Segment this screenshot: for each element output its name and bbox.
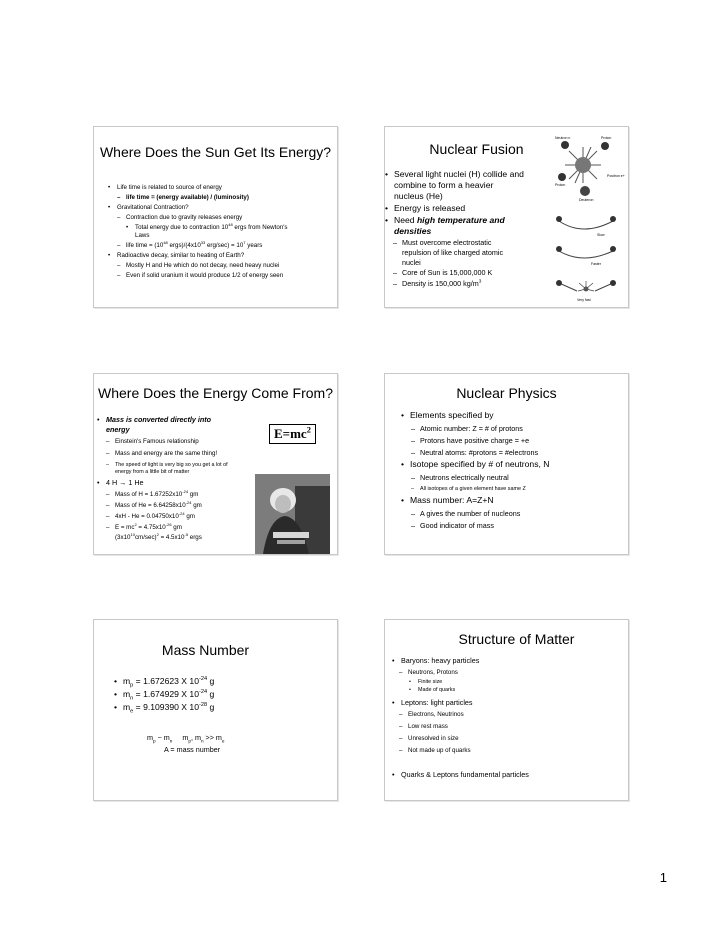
bullet-text: Radioactive decay, similar to heating of Earth? [117,252,245,259]
bullet-text: Unresolved in size [408,735,459,742]
bullet: – $E = mc^2 = 4.75x10^{-26}$ gm [106,521,182,531]
fig-label: Proton [601,136,612,140]
bullet-text: ergs from Newton's [232,224,288,231]
relation-part: ~ m [155,733,170,742]
bullet-text: g [207,689,215,699]
bullet: • Leptons: light particles [392,698,473,707]
bullet-text: = 4.75x10 [136,524,166,531]
slide-title: Where Does the Energy Come From? [98,385,333,401]
exponent: 3 [478,278,482,284]
bullet-continuation [394,227,431,237]
bullet-emphasis: Mass is converted directly into [106,415,212,424]
slide-mass-number [93,619,338,801]
bullet-text: life time = (energy available) / (luminosity) [126,194,249,201]
subscript: n [130,695,134,702]
slide-title: Nuclear Physics [456,385,557,401]
subscript: p [153,738,156,744]
exponent: 10 [130,531,135,537]
bullet: – Mass of $He = 6.64258x10^{-24}$ gm [106,499,202,509]
bullet: – Unresolved in size [399,735,459,742]
bullet-text: All isotopes of a given element have same Z [420,486,526,492]
bullet: • Gravitational Contraction? [108,204,189,211]
slide-title: Nuclear Fusion [429,141,524,157]
bullet: • Mass number: A=Z+N [401,495,494,505]
bullet-emphasis: energy [106,425,130,434]
bullet-text: m [123,702,131,712]
bullet-text: 4 H → 1 He [106,478,144,487]
bullet: – Good indicator of mass [411,521,494,530]
slide-structure-of-matter [384,619,629,801]
exponent: 2 [306,424,311,435]
bullet-text: gm [184,513,195,520]
bullet-text: Neutral atoms: #protons = #electrons [420,448,539,457]
bullet: – Einstein's Famous relationship [106,438,199,445]
exponent: 2 [156,531,159,537]
bullet-continuation [135,231,149,241]
bullet-text: Atomic number: Z = # of protons [420,424,523,433]
fig-label: Very fast [577,298,591,302]
bullet-text: g [207,676,215,686]
subscript: e [221,738,225,744]
bullet: • Mass is converted directly into [97,415,212,424]
bullet: • 4 H → 1 He [97,478,144,487]
bullet: • Baryons: heavy particles [392,656,480,665]
bullet: – All isotopes of a given element have same Z [411,486,526,492]
definition-text [164,745,220,755]
slide-sun-energy [93,126,338,308]
fig-label: Positron e+ [607,174,625,178]
slide-nuclear-physics [384,373,629,555]
exponent: -28 [199,702,208,709]
exponent: 48 [163,239,168,245]
bullet: – Mass of $H = 1.67252x10^{-24}$ gm [106,488,199,498]
bullet-text: Baryons: heavy particles [401,656,480,665]
bullet-text: The speed of light is very big so you get a lot of [115,462,228,468]
bullet-text: ergs [188,534,202,541]
relation-part: >> m [203,733,222,742]
bullet: – Contraction due to gravity releases energy [117,214,243,221]
exponent: -24 [199,676,208,683]
bullet: • Energy is released [385,203,466,213]
page-number: 1 [659,870,667,885]
bullet-text: energy from a little bit of matter [115,469,190,475]
fig-label: Proton [555,183,566,187]
bullet-text: Not made up of quarks [408,747,471,754]
bullet-text: Isotope specified by # of neutrons, N [410,459,550,469]
exponent: -24 [182,488,189,494]
bullet-continuation [115,533,202,543]
bullet: • Made of quarks [409,687,456,693]
bullet: • Elements specified by [401,410,494,420]
exponent: -24 [178,510,185,516]
fusion-diagram [553,133,623,305]
bullet: – Core of Sun is 15,000,000 K [393,268,493,277]
fig-label: Neutron n [555,136,571,140]
bullet-text: Life time is related to source of energy [117,184,222,191]
emc2-formula-box [269,424,316,444]
bullet-text: Mass of He = 6.64258x10 [115,502,186,509]
bullet-continuation [106,425,130,435]
bullet-text: = 4.5x10 [158,534,185,541]
exponent: -24 [199,689,208,696]
subscript: p [130,682,134,689]
bullet-text: nuclei [402,258,421,267]
bullet: – Neutrons, Protons [399,669,458,676]
bullet-text: gm [188,491,199,498]
bullet-text: Quarks & Leptons fundamental particles [401,770,529,779]
bullet-text: Energy is released [394,203,466,213]
bullet: – Electrons, Neutrinos [399,711,464,718]
bullet-text: = 1.672623 X 10 [133,676,199,686]
bullet: – Not made up of quarks [399,747,471,754]
bullet: – Atomic number: Z = # of protons [411,424,523,433]
bullet: – Neutrons electrically neutral [411,473,509,482]
bullet: • Radioactive decay, similar to heating of Earth? [108,252,245,259]
bullet: – Even if solid uranium it would produce 1/2 of energy seen [117,272,284,279]
bullet-text: m [123,689,131,699]
bullet-text: Even if solid uranium it would produce 1/2 of energy seen [126,272,284,279]
bullet: – The speed of light is very big so you get a lot of [106,462,228,468]
bullet: – life time = (energy available) / (luminosity) [117,194,249,201]
bullet: • Finite size [409,679,443,685]
bullet-continuation [394,192,443,202]
relation-text [147,733,225,743]
bullet-emphasis: densities [394,226,432,236]
bullet-text: Mostly H and He which do not decay, need heavy nuclei [126,262,280,269]
bullet-text: Einstein's Famous relationship [115,438,199,445]
bullet-text: (3x10 [115,534,131,541]
subscript: n [200,738,204,744]
fig-label: Slow [597,233,605,237]
relation-part: , m [190,733,201,742]
bullet-text: Gravitational Contraction? [117,204,189,211]
bullet-text: Neutrons electrically neutral [420,473,509,482]
bullet: – Mostly H and He which do not decay, need heavy nuclei [117,262,280,269]
bullet-text: life time = (10 [126,242,164,249]
bullet-text: Mass and energy are the same thing! [115,450,218,457]
bullet-text: Made of quarks [418,687,456,693]
slide-energy-source [93,373,338,555]
bullet-text: Protons have positive charge = +e [420,436,530,445]
bullet-text: Elements specified by [410,410,494,420]
slide-nuclear-fusion [384,126,629,308]
bullet-text: repulsion of like charged atomic [402,248,504,257]
bullet-continuation [402,258,421,268]
bullet: • Life time is related to source of energy [108,184,222,191]
bullet: – Must overcome electrostatic [393,238,492,247]
bullet-text: 4xH - He = 0.04750x10 [115,513,179,520]
bullet: • Isotope specified by # of neutrons, N [401,459,550,469]
definition-part: A = mass number [164,745,221,754]
fig-label: Deuteron [579,198,594,202]
bullet-text: Must overcome electrostatic [402,238,492,247]
subscript: e [130,708,134,715]
bullet-text: A gives the number of nucleons [420,509,521,518]
bullet: – life time = ($10^{48}$ $ergs)/(4x10^{33}$ $erg/\sec) = 10^7$ years [117,239,263,249]
bullet: – A gives the number of nucleons [411,509,521,518]
bullet: – $4xH - He = 0.04750x10^{-24}$ gm [106,510,195,520]
bullet-text: = 1.674929 X 10 [133,689,199,699]
bullet-text: gm [191,502,202,509]
fusion-burst-icon [558,141,609,196]
bullet-text: m [123,676,131,686]
bullet: – Neutral atoms: #protons = #electrons [411,448,539,457]
bullet: • $m_p = 1.672623$ X $10^{-24}$ g [114,676,215,689]
bullet-text: Neutrons, Protons [408,669,458,676]
exponent: 33 [200,239,206,245]
bullet-text: Laws [135,232,150,239]
exponent: 48 [228,221,233,227]
slide-title: Mass Number [161,642,250,658]
bullet-continuation [394,181,493,191]
bullet-text: years [245,242,263,249]
exponent: 7 [243,239,246,245]
bullet-text: Mass number: A=Z+N [410,495,494,505]
fig-label: Faster [591,262,601,266]
exponent: 2 [134,521,137,527]
bullet-text: gm [171,524,182,531]
bullet-text: Several light nuclei (H) collide and [394,169,524,179]
bullet-text: Leptons: light particles [401,698,473,707]
exponent: -26 [165,521,172,527]
bullet-text: Electrons, Neutrinos [408,711,464,718]
subscript: n [169,738,173,744]
bullet-text: Good indicator of mass [420,521,494,530]
bullet-text: ergs)/(4x10 [167,242,201,249]
bullet-text: Total energy due to contraction 10 [135,224,229,231]
bullet: • $m_n = 1.674929$ X $10^{-24}$ g [114,689,215,702]
bullet-continuation [402,248,503,258]
bullet: • Total energy due to contraction $10^{48}$ ergs from Newton's [126,221,288,231]
bullet: • Several light nuclei (H) collide and [385,169,524,179]
bullet: – Protons have positive charge = +e [411,436,530,445]
bullet-text: E = mc [115,524,135,531]
bullet-continuation [115,468,189,478]
exponent: -24 [185,499,192,505]
einstein-photo [255,474,330,554]
bullet-text: = 9.109390 X 10 [133,702,199,712]
relation-part: m [147,733,153,742]
formula-text: E=mc [274,426,307,441]
bullet-text: cm/sec) [134,534,157,541]
bullet-text: Need [394,215,417,225]
bullet-text: erg/sec) = 10 [205,242,244,249]
bullet: – Low rest mass [399,723,448,730]
bullet: • $m_e = 9.109390$ X $10^{-28}$ g [114,702,215,715]
collision-paths-icon [559,221,613,291]
exponent: -5 [184,531,189,537]
bullet: • Need high temperature and [385,215,505,225]
bullet-text: Density is 150,000 kg/m [402,279,479,288]
bullet-text: g [207,702,215,712]
slide-title: Structure of Matter [458,631,575,647]
subscript: p [188,738,191,744]
bullet-text: nucleus (He) [394,191,443,201]
bullet-text: combine to form a heavier [394,180,494,190]
bullet-text: Mass of H = 1.67252x10 [115,491,183,498]
bullet-emphasis: high temperature and [416,215,505,225]
relation-part: m [172,733,189,742]
bullet: – Density is 150,000 $kg/m^3$ [393,278,482,288]
slide-title: Where Does the Sun Get Its Energy? [99,144,332,160]
bullet-text: Low rest mass [408,723,448,730]
bullet-text: Finite size [418,679,443,685]
bullet: – Mass and energy are the same thing! [106,450,218,457]
bullet: • Quarks & Leptons fundamental particles [392,770,529,779]
bullet-text: Core of Sun is 15,000,000 K [402,268,493,277]
bullet-text: Contraction due to gravity releases energy [126,214,243,221]
